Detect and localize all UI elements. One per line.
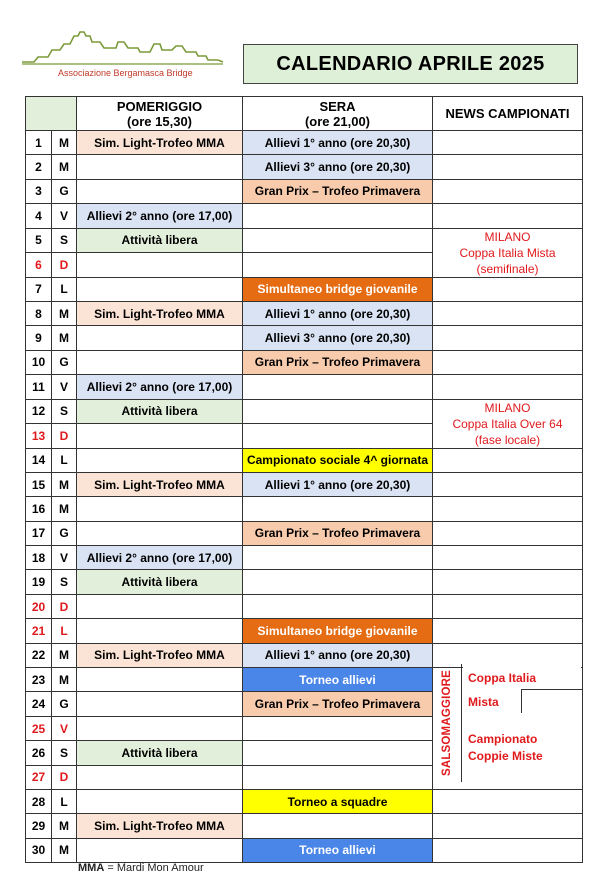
weekday-letter: V [52, 204, 77, 228]
day-number: 11 [26, 375, 52, 399]
news-line1: Coppa Italia Over 64 [452, 416, 563, 431]
news-cell-empty [433, 204, 583, 228]
news-cell-empty [433, 838, 583, 862]
evening-event: Torneo allievi [243, 668, 433, 692]
table-row [26, 228, 583, 253]
header-pomeriggio-time: (ore 15,30) [126, 113, 193, 129]
news-cell-empty [433, 570, 583, 594]
day-number: 5 [26, 228, 52, 253]
table-row [26, 375, 583, 399]
day-number: 22 [26, 643, 52, 667]
evening-event: Allievi 1° anno (ore 20,30) [243, 131, 433, 155]
table-row [26, 497, 583, 521]
evening-event: Gran Prix – Trofeo Primavera [243, 692, 433, 716]
afternoon-event: Attività libera [77, 399, 243, 424]
salso-news-item2b: Coppie Miste [468, 749, 543, 763]
table-row [26, 155, 583, 179]
salso-news-item1b: Mista [468, 695, 499, 709]
table-row [26, 619, 583, 643]
news-cell-empty [433, 546, 583, 570]
day-number: 15 [26, 472, 52, 496]
evening-event [243, 716, 433, 740]
afternoon-event [77, 838, 243, 862]
news-cell-empty [433, 521, 583, 545]
news-cell-empty [433, 448, 583, 472]
evening-event: Gran Prix – Trofeo Primavera [243, 350, 433, 374]
evening-event [243, 570, 433, 594]
afternoon-event [77, 277, 243, 301]
afternoon-event [77, 497, 243, 521]
afternoon-event [77, 424, 243, 449]
salso-mista-box [521, 689, 582, 713]
news-cell-empty [433, 594, 583, 618]
day-number: 18 [26, 546, 52, 570]
weekday-letter: G [52, 179, 77, 203]
news-cell-block2 [433, 399, 583, 448]
afternoon-event: Allievi 2° anno (ore 17,00) [77, 204, 243, 228]
evening-event [243, 253, 433, 278]
evening-event: Allievi 1° anno (ore 20,30) [243, 301, 433, 325]
day-number: 28 [26, 789, 52, 813]
weekday-letter: M [52, 838, 77, 862]
evening-event [243, 741, 433, 765]
salsomaggiore-label-wrap [432, 664, 462, 782]
evening-event [243, 228, 433, 253]
day-number: 25 [26, 716, 52, 740]
page-title: CALENDARIO APRILE 2025 [243, 44, 578, 84]
weekday-letter: L [52, 448, 77, 472]
day-number: 16 [26, 497, 52, 521]
day-number: 14 [26, 448, 52, 472]
weekday-letter: L [52, 619, 77, 643]
evening-event: Gran Prix – Trofeo Primavera [243, 521, 433, 545]
weekday-letter: V [52, 546, 77, 570]
afternoon-event: Sim. Light-Trofeo MMA [77, 131, 243, 155]
news-city: MILANO [484, 229, 531, 244]
city-skyline-logo-icon [20, 28, 225, 68]
evening-event: Campionato sociale 4^ giornata [243, 448, 433, 472]
evening-event: Allievi 1° anno (ore 20,30) [243, 472, 433, 496]
afternoon-event [77, 326, 243, 350]
weekday-letter: M [52, 472, 77, 496]
weekday-letter: L [52, 789, 77, 813]
weekday-letter: M [52, 643, 77, 667]
table-row [26, 546, 583, 570]
day-number: 3 [26, 179, 52, 203]
evening-event [243, 546, 433, 570]
header-news: NEWS CAMPIONATI [433, 97, 583, 131]
news-cell-block1 [433, 228, 583, 277]
table-row [26, 789, 583, 813]
afternoon-event: Sim. Light-Trofeo MMA [77, 472, 243, 496]
table-row [26, 204, 583, 228]
afternoon-event: Attività libera [77, 228, 243, 253]
table-row [26, 594, 583, 618]
weekday-letter: D [52, 424, 77, 449]
footnote-text: = Mardi Mon Amour [104, 862, 204, 874]
weekday-letter: D [52, 594, 77, 618]
day-number: 6 [26, 253, 52, 278]
evening-event [243, 424, 433, 449]
afternoon-event [77, 789, 243, 813]
afternoon-event [77, 448, 243, 472]
afternoon-event [77, 692, 243, 716]
news-cell-empty [433, 497, 583, 521]
news-cell-empty [433, 789, 583, 813]
day-number: 23 [26, 668, 52, 692]
weekday-letter: G [52, 692, 77, 716]
news-cell-empty [433, 350, 583, 374]
day-number: 27 [26, 765, 52, 789]
day-number: 19 [26, 570, 52, 594]
table-row [26, 326, 583, 350]
day-number: 20 [26, 594, 52, 618]
weekday-letter: S [52, 741, 77, 765]
day-number: 9 [26, 326, 52, 350]
news-cell-empty [433, 472, 583, 496]
day-number: 12 [26, 399, 52, 424]
weekday-letter: M [52, 155, 77, 179]
weekday-letter: S [52, 228, 77, 253]
afternoon-event: Attività libera [77, 741, 243, 765]
weekday-letter: M [52, 668, 77, 692]
day-number: 4 [26, 204, 52, 228]
afternoon-event [77, 521, 243, 545]
news-cell-empty [433, 326, 583, 350]
day-number: 13 [26, 424, 52, 449]
footnote [78, 862, 204, 874]
evening-event: Simultaneo bridge giovanile [243, 619, 433, 643]
weekday-letter: S [52, 399, 77, 424]
afternoon-event [77, 155, 243, 179]
logo [20, 28, 225, 84]
day-number: 24 [26, 692, 52, 716]
table-row [26, 277, 583, 301]
salso-news-item2a: Campionato [468, 732, 538, 746]
evening-event: Allievi 1° anno (ore 20,30) [243, 643, 433, 667]
table-row [26, 838, 583, 862]
afternoon-event: Attività libera [77, 570, 243, 594]
afternoon-event: Sim. Light-Trofeo MMA [77, 643, 243, 667]
header-pomeriggio [77, 97, 243, 131]
footnote-abbr: MMA [78, 862, 105, 874]
weekday-letter: M [52, 497, 77, 521]
weekday-letter: M [52, 326, 77, 350]
table-row [26, 643, 583, 667]
table-row [26, 448, 583, 472]
day-number: 29 [26, 814, 52, 838]
afternoon-event [77, 765, 243, 789]
table-row [26, 179, 583, 203]
weekday-letter: S [52, 570, 77, 594]
evening-event: Allievi 3° anno (ore 20,30) [243, 155, 433, 179]
day-number: 8 [26, 301, 52, 325]
evening-event [243, 814, 433, 838]
weekday-letter: M [52, 131, 77, 155]
weekday-letter: M [52, 301, 77, 325]
weekday-letter: D [52, 765, 77, 789]
news-line1: Coppa Italia Mista [459, 245, 556, 260]
evening-event [243, 375, 433, 399]
day-number: 2 [26, 155, 52, 179]
afternoon-event: Allievi 2° anno (ore 17,00) [77, 375, 243, 399]
day-number: 10 [26, 350, 52, 374]
afternoon-event [77, 668, 243, 692]
table-row [26, 521, 583, 545]
evening-event [243, 594, 433, 618]
day-number: 17 [26, 521, 52, 545]
header-sera [243, 97, 433, 131]
header-sera-label: SERA [319, 98, 356, 114]
header-pomeriggio-label: POMERIGGIO [116, 98, 203, 114]
header-blank-corner [26, 97, 77, 131]
weekday-letter: D [52, 253, 77, 278]
afternoon-event [77, 179, 243, 203]
news-cell-empty [433, 619, 583, 643]
afternoon-event [77, 619, 243, 643]
afternoon-event [77, 350, 243, 374]
day-number: 21 [26, 619, 52, 643]
afternoon-event: Sim. Light-Trofeo MMA [77, 814, 243, 838]
afternoon-event: Sim. Light-Trofeo MMA [77, 301, 243, 325]
evening-event: Gran Prix – Trofeo Primavera [243, 179, 433, 203]
evening-event [243, 497, 433, 521]
afternoon-event [77, 716, 243, 740]
table-row [26, 301, 583, 325]
evening-event: Allievi 3° anno (ore 20,30) [243, 326, 433, 350]
afternoon-event: Allievi 2° anno (ore 17,00) [77, 546, 243, 570]
evening-event [243, 765, 433, 789]
day-number: 1 [26, 131, 52, 155]
table-row [26, 570, 583, 594]
header-sera-time: (ore 21,00) [304, 113, 371, 129]
day-number: 30 [26, 838, 52, 862]
table-row [26, 131, 583, 155]
table-row [26, 350, 583, 374]
evening-event: Torneo a squadre [243, 789, 433, 813]
afternoon-event [77, 253, 243, 278]
afternoon-event [77, 594, 243, 618]
evening-event: Simultaneo bridge giovanile [243, 277, 433, 301]
news-cell-empty [433, 131, 583, 155]
salsomaggiore-label: SALSOMAGGIORE [441, 669, 454, 777]
news-cell-empty [433, 179, 583, 203]
weekday-letter: G [52, 521, 77, 545]
weekday-letter: M [52, 814, 77, 838]
news-cell-empty [433, 814, 583, 838]
news-line2: (semifinale) [476, 261, 539, 276]
evening-event [243, 204, 433, 228]
table-row [26, 472, 583, 496]
weekday-letter: V [52, 716, 77, 740]
news-cell-empty [433, 155, 583, 179]
day-number: 7 [26, 277, 52, 301]
news-cell-empty [433, 375, 583, 399]
weekday-letter: G [52, 350, 77, 374]
table-row [26, 814, 583, 838]
day-number: 26 [26, 741, 52, 765]
salso-news-item1a: Coppa Italia [468, 671, 537, 685]
table-row [26, 399, 583, 424]
evening-event [243, 399, 433, 424]
org-name: Associazione Bergamasca Bridge [58, 68, 193, 78]
evening-event: Torneo allievi [243, 838, 433, 862]
news-city: MILANO [484, 400, 531, 415]
weekday-letter: V [52, 375, 77, 399]
news-cell-empty [433, 301, 583, 325]
news-line2: (fase locale) [474, 432, 541, 447]
news-cell-empty [433, 277, 583, 301]
weekday-letter: L [52, 277, 77, 301]
